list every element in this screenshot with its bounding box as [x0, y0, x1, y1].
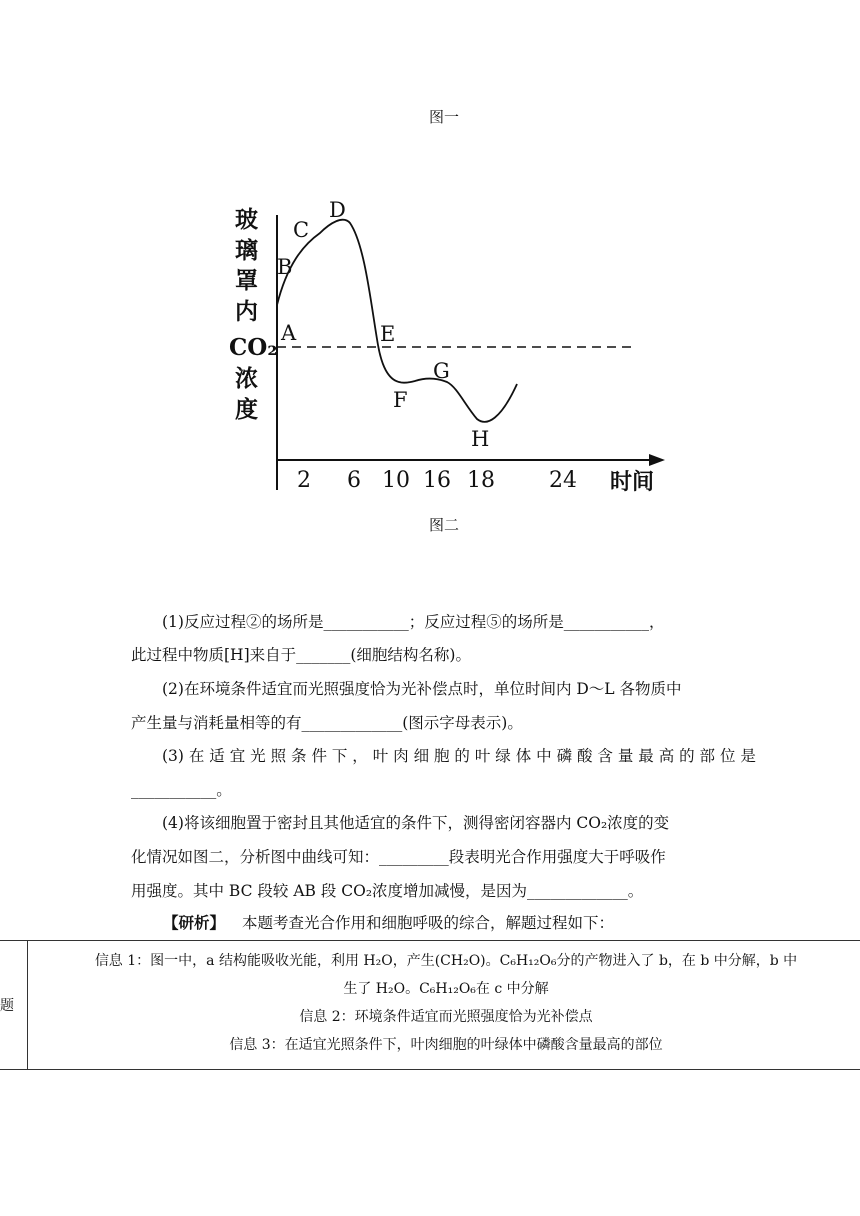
figure1-caption: 图一 — [429, 108, 460, 126]
x-tick-label: 2 — [297, 468, 311, 493]
x-tick-labels — [297, 468, 577, 493]
y-label-char: 度 — [235, 396, 258, 423]
y-label-char: 内 — [235, 298, 258, 325]
point-label-E: E — [380, 322, 396, 346]
y-label-char: 玻 — [235, 206, 258, 233]
x-tick-label: 10 — [382, 468, 410, 493]
info-1-line-2: 生了 H₂O。C₆H₁₂O₆在 c 中分解 — [343, 981, 549, 997]
info-table — [0, 940, 860, 1070]
point-label-D: D — [329, 198, 346, 222]
x-tick-label: 18 — [467, 468, 495, 493]
question-3-line-2: ___________。 — [131, 781, 232, 799]
question-4-line-3: 用强度。其中 BC 段较 AB 段 CO₂浓度增加减慢，是因为_____________。 — [131, 882, 644, 900]
point-label-A: A — [281, 321, 297, 345]
x-axis-label: 时间 — [610, 470, 655, 495]
info-1-line-1: 信息 1：图一中，a 结构能吸收光能，利用 H₂O，产生(CH₂O)。C₆H₁₂O₆分的产物进入了 b，在 b 中分解，b 中 — [94, 953, 798, 969]
point-label-H: H — [471, 427, 490, 451]
question-1-line-1: (1)反应过程②的场所是___________；反应过程⑤的场所是___________， — [162, 613, 665, 631]
analysis-text: 本题考查光合作用和细胞呼吸的综合，解题过程如下： — [241, 914, 614, 932]
co2-concentration-chart — [225, 195, 670, 500]
question-4-line-1: (4)将该细胞置于密封且其他适宜的条件下，测得密闭容器内 CO₂浓度的变 — [162, 814, 670, 832]
info-2: 信息 2：环境条件适宜而光照强度恰为光补偿点 — [299, 1009, 593, 1025]
x-axis-arrow — [649, 454, 665, 466]
question-3-line-1: (3) 在 适 宜 光 照 条 件 下 ， 叶 肉 细 胞 的 叶 绿 体 中 磷 酸 含 量 最 高 的 部 位 是 — [162, 747, 756, 765]
info-table-content — [28, 941, 860, 1070]
analysis-label: 【研析】 — [163, 913, 226, 932]
y-label-char: 璃 — [235, 237, 258, 264]
x-tick-label: 6 — [347, 468, 361, 493]
point-label-B: B — [277, 255, 293, 279]
analysis-intro — [163, 911, 614, 933]
question-4-line-2: 化情况如图二，分析图中曲线可知：_________段表明光合作用强度大于呼吸作 — [131, 848, 666, 866]
x-tick-label: 24 — [549, 468, 577, 493]
point-label-F: F — [393, 388, 408, 412]
x-tick-label: 16 — [423, 468, 451, 493]
y-label-char: CO₂ — [229, 334, 278, 361]
y-label-char: 浓 — [235, 365, 258, 392]
info-table-left-cell: 题 — [0, 941, 28, 1070]
question-2-line-2: 产生量与消耗量相等的有_____________(图示字母表示)。 — [131, 714, 523, 732]
point-labels — [277, 198, 489, 451]
y-axis-label — [229, 206, 277, 423]
info-3: 信息 3：在适宜光照条件下，叶肉细胞的叶绿体中磷酸含量最高的部位 — [229, 1037, 663, 1053]
point-label-G: G — [433, 359, 450, 383]
y-label-char: 罩 — [235, 267, 258, 294]
figure2-caption: 图二 — [429, 516, 460, 534]
question-2-line-1: (2)在环境条件适宜而光照强度恰为光补偿点时，单位时间内 D～L 各物质中 — [162, 680, 682, 698]
question-1-line-2: 此过程中物质[H]来自于_______(细胞结构名称)。 — [131, 646, 471, 664]
point-label-C: C — [293, 218, 310, 242]
